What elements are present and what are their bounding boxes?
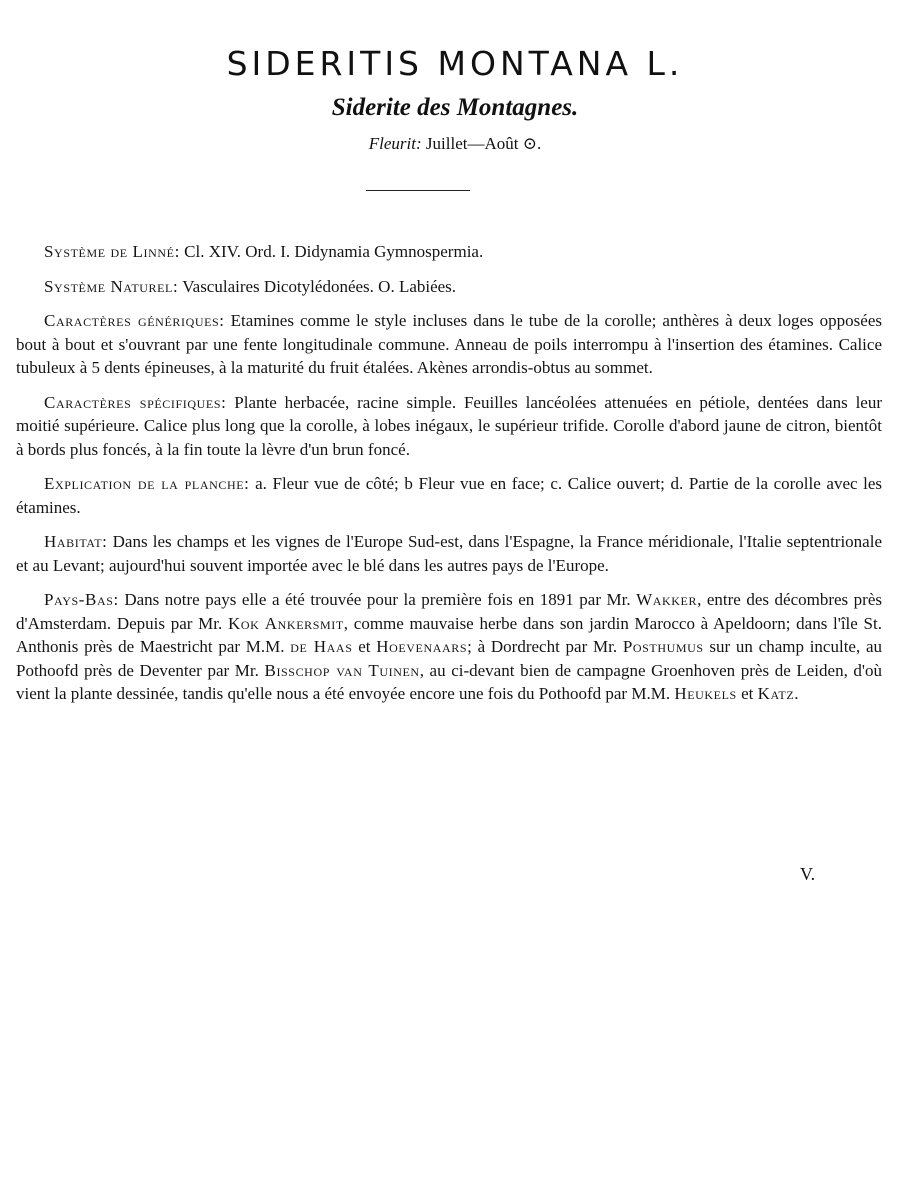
section-naturel bbox=[16, 275, 882, 299]
section-label: Système de Linné: bbox=[44, 242, 180, 261]
section-text: Dans les champs et les vignes de l'Europe Sud-est, dans l'Espagne, la France méridionale, l'Italie septentrionale et au Levant; aujourd'hui souvent importée avec le blé dans les autres pays de l'Europe. bbox=[16, 532, 882, 575]
document-body bbox=[16, 240, 882, 717]
section-label: Caractères génériques: bbox=[44, 311, 225, 330]
section-text: Cl. XIV. Ord. I. Didynamia Gymnospermia. bbox=[179, 242, 484, 261]
person-name: de Haas bbox=[290, 637, 353, 656]
section-text: . bbox=[794, 684, 799, 703]
section-text: et bbox=[736, 684, 758, 703]
person-name: Katz bbox=[757, 684, 795, 703]
person-name: Hoevenaars bbox=[376, 637, 468, 656]
section-specifiques bbox=[16, 391, 882, 462]
title-divider bbox=[366, 190, 470, 191]
section-generiques bbox=[16, 309, 882, 380]
section-text: , comme mauvaise herbe dans son jardin Marocco à Apeldoorn; dans l'île St. Anthonis près de Maestricht par M.M. bbox=[16, 613, 882, 656]
section-text: a. Fleur vue de côté; b Fleur vue en face; c. Calice ouvert; d. Partie de la corolle avec les étamines. bbox=[16, 474, 883, 517]
person-name: Posthumus bbox=[622, 637, 704, 656]
section-text: Plante herbacée, racine simple. Feuilles lancéolées attenuées en pétiole, dentées dans leur moitié supérieure. Calice plus long que la corolle, à lobes inégaux, le supérieur trifide. Corolle d'abord jaune de citron, bientôt à bords plus foncés, à la fin toute la lèvre d'un brun foncé. bbox=[16, 392, 882, 459]
section-label: Explication de la planche: bbox=[44, 474, 250, 493]
section-paysbas bbox=[16, 588, 882, 706]
page-subtitle: Siderite des Montagnes. bbox=[331, 94, 579, 121]
section-text: , au ci-devant bien de campagne Groenhoven près de Leiden, d'où vient la plante dessinée, tandis qu'elle nous a été envoyée encore une fois du Pothoofd par M.M. bbox=[16, 660, 882, 703]
section-linne bbox=[16, 240, 882, 264]
section-text: et bbox=[352, 637, 377, 656]
section-text: ; à Dordrecht par Mr. bbox=[467, 637, 623, 656]
section-habitat bbox=[16, 530, 882, 577]
section-text: Etamines comme le style incluses dans le tube de la corolle; anthères à deux loges opposées bout à bout et s'ouvrant par une fente longitudinale commune. Anneau de poils interrompu à l'insertion des étamines. Calice tubuleux à 5 dents épineuses, à la maturité du fruit étalées. Akènes arrondis-obtus au sommet. bbox=[16, 311, 882, 377]
section-label: Habitat: bbox=[44, 532, 108, 551]
flowering-label: Fleurit: bbox=[368, 134, 422, 153]
person-name: Wakker bbox=[636, 590, 698, 609]
person-name: Heukels bbox=[674, 684, 737, 703]
section-text: , entre des décombres près d'Amsterdam. Depuis par Mr. bbox=[16, 590, 882, 633]
person-name: Bisschop van Tuinen bbox=[264, 660, 420, 680]
section-text: Vasculaires Dicotylédonées. O. Labiées. bbox=[178, 276, 457, 296]
section-text: sur un champ inculte, au Pothoofd près de Deventer par Mr. bbox=[16, 637, 882, 680]
person-name: Kok Ankersmit bbox=[227, 613, 344, 633]
section-text: Dans notre pays elle a été trouvée pour la première fois en 1891 par Mr. bbox=[118, 590, 637, 609]
flowering-line bbox=[0, 134, 910, 154]
author-signature: V. bbox=[800, 864, 816, 884]
section-label: Pays-Bas: bbox=[44, 590, 119, 609]
flowering-value: Juillet—Août ⊙. bbox=[425, 134, 542, 153]
section-label: Système Naturel: bbox=[44, 276, 179, 296]
section-explication bbox=[16, 472, 882, 519]
page-title: SIDERITIS MONTANA L. bbox=[226, 44, 684, 83]
section-label: Caractères spécifiques: bbox=[44, 392, 227, 412]
